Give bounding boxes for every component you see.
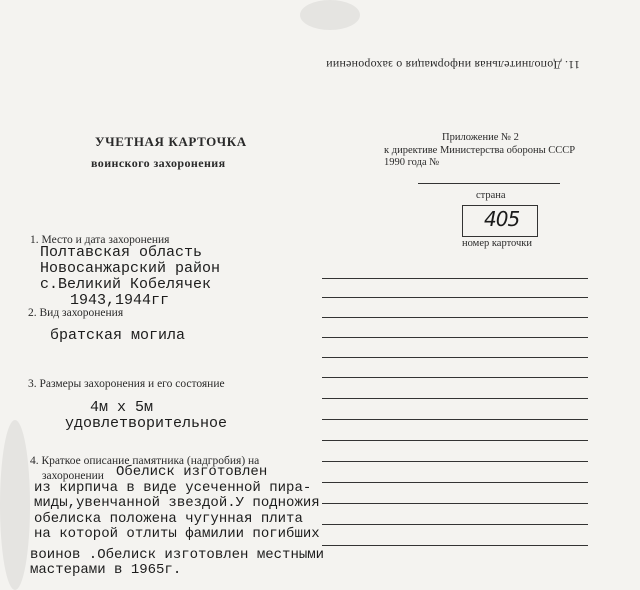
ruled-line [322,482,588,483]
country-label: страна [476,190,506,201]
ruled-line [322,503,588,504]
section4-line: из кирпича в виде усеченной пира- [34,480,312,496]
section4-line: Обелиск изготовлен [116,464,268,480]
section4-line: на которой отлиты фамилии погибших [34,526,320,542]
ruled-line [322,377,588,378]
section3-line: 4м х 5м [90,399,154,416]
paper-stain [300,0,360,30]
section1-line: Новосанжарский район [40,260,221,277]
section3-label: 3. Размеры захоронения и его состояние [28,378,225,390]
card-subtitle: воинского захоронения [91,156,226,170]
ruled-line [322,524,588,525]
paper-stain [0,420,30,590]
section2-value: братская могила [50,327,186,344]
section4-line: обелиска положена чугунная плита [34,511,303,527]
ruled-line [322,297,588,298]
section1-line: Полтавская область [40,244,203,261]
country-line [418,183,560,184]
appendix-number: Приложение № 2 [442,132,519,143]
section1-label: 1. Место и дата захоронения [30,234,170,246]
card-number-label: номер карточки [462,238,532,249]
ruled-line [322,278,588,279]
section4-label-cont: захоронении [42,470,104,482]
section1-line: 1943,1944гг [70,292,170,309]
appendix-directive-line: к директиве Министерства обороны СССР [384,145,576,156]
section4-line: воинов .Обелиск изготовлен местными [30,547,325,563]
card-number-value: 405 [484,207,520,231]
ruled-line [322,357,588,358]
flipped-additional-info-header: 11. Дополнительная информация о захоронении [326,58,580,72]
ruled-line [322,461,588,462]
ruled-line [322,337,588,338]
ruled-line [322,317,588,318]
section3-line: удовлетворительное [65,415,228,432]
ruled-line [322,398,588,399]
card-title: УЧЕТНАЯ КАРТОЧКА [95,134,247,149]
section4-label: 4. Краткое описание памятника (надгробия) на [30,455,260,467]
section1-line: с.Великий Кобелячек [40,276,212,293]
ruled-line [322,545,588,546]
appendix-year-line: 1990 года № [384,157,440,168]
ruled-line [322,440,588,441]
ruled-line [322,419,588,420]
section2-label: 2. Вид захоронения [28,307,124,319]
section4-line: мастерами в 1965г. [30,562,182,578]
section4-line: миды,увенчанной звездой.У подножия [34,495,320,511]
